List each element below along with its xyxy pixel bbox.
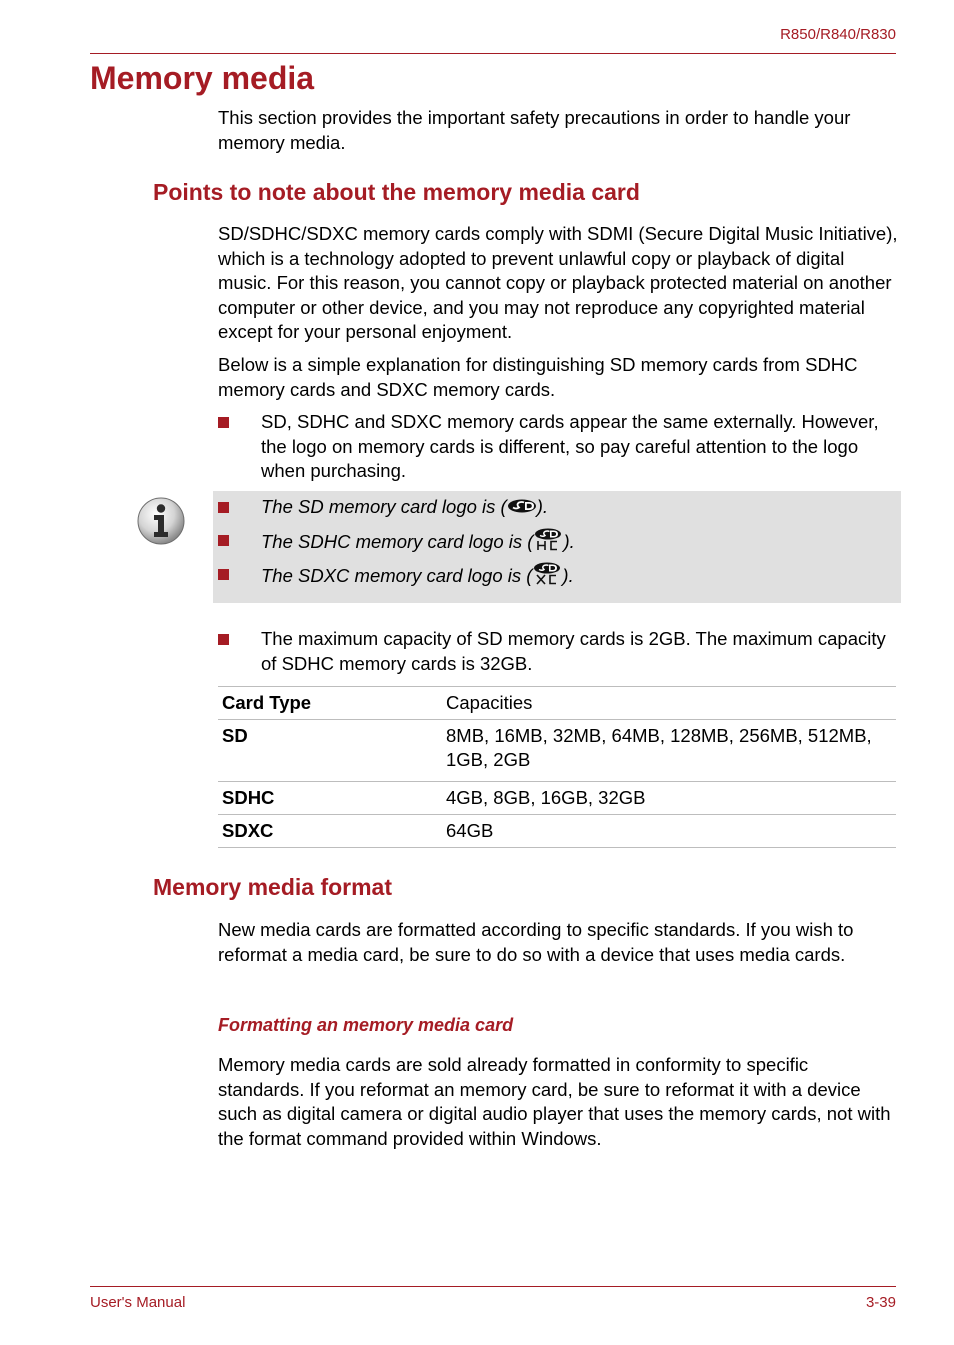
table-header-cell: Capacities [442,687,896,720]
header-model-number: R850/R840/R830 [780,26,896,43]
bullet-text: The maximum capacity of SD memory cards is 2GB. The maximum capacity of SDHC memory cards is 32GB. [261,628,886,674]
note-text-prefix: The SD memory card logo is ( [261,496,507,517]
table-cell-capacity: 64GB [442,815,896,848]
bullet-square [218,502,229,513]
footer-manual-label: User's Manual [90,1294,186,1311]
sd-logo-icon [507,496,537,520]
subheading-formatting: Formatting an memory media card [218,1015,514,1035]
footer-rule [90,1286,896,1287]
table-cell-type: SDXC [218,815,442,848]
info-icon [136,496,186,546]
note-text-suffix: ). [562,564,574,586]
capacity-table [218,686,896,848]
page-title: Memory media [90,60,315,96]
bullet-square [218,417,229,428]
bullet-square [218,634,229,645]
note-text-prefix: The SDXC memory card logo is ( [261,564,533,586]
bullet-text: SD, SDHC and SDXC memory cards appear the same externally. However, the logo on memory cards is different, so pay careful attention to the logo when purchasing. [261,411,879,481]
bullet-square [218,569,229,580]
formatting-paragraph: Memory media cards are sold already formatted in conformity to specific standards. If you reformat an memory card, be sure to reformat it with a device such as digital camera or digital audio player that uses the memory cards, not with the format command provided within Windows. [218,1054,891,1149]
list-item [218,410,898,485]
table-cell-type: SDHC [218,782,442,815]
note-text-suffix: ). [536,496,549,517]
table-cell-type: SD [218,720,442,782]
section-heading-format: Memory media format [153,874,393,900]
page-number: 3-39 [865,1294,896,1311]
table-row [218,782,896,815]
format-paragraph: New media cards are formatted according to specific standards. If you wish to reformat a media card, be sure to do so with a device that uses media cards. [218,919,854,965]
table-row [218,720,896,782]
sdxc-logo-icon [532,562,562,592]
distinguish-paragraph: Below is a simple explanation for distinguishing SD memory cards from SDHC memory cards and SDXC memory cards. [218,354,858,400]
header-rule [90,53,896,54]
intro-paragraph: This section provides the important safety precautions in order to handle your memory media. [218,107,851,153]
section-heading-points: Points to note about the memory media card [153,179,640,205]
note-text-suffix: ). [563,530,575,552]
table-header-row [218,687,896,720]
sdmi-paragraph: SD/SDHC/SDXC memory cards comply with SDMI (Secure Digital Music Initiative), which is a technology adopted to prevent unlawful copy or playback of digital music. For this reason, you cannot copy or playback protected material on another computer or other device, and you may not reproduce any copyrighted material except for your personal enjoyment. [218,223,898,342]
bullet-square [218,535,229,546]
table-cell-capacity: 4GB, 8GB, 16GB, 32GB [442,782,896,815]
table-cell-capacity: 8MB, 16MB, 32MB, 64MB, 128MB, 256MB, 512MB, 1GB, 2GB [442,720,896,782]
sdhc-logo-icon [533,528,563,558]
table-row [218,815,896,848]
table-header-cell: Card Type [218,687,442,720]
list-item [218,627,898,677]
note-text-prefix: The SDHC memory card logo is ( [261,530,534,552]
